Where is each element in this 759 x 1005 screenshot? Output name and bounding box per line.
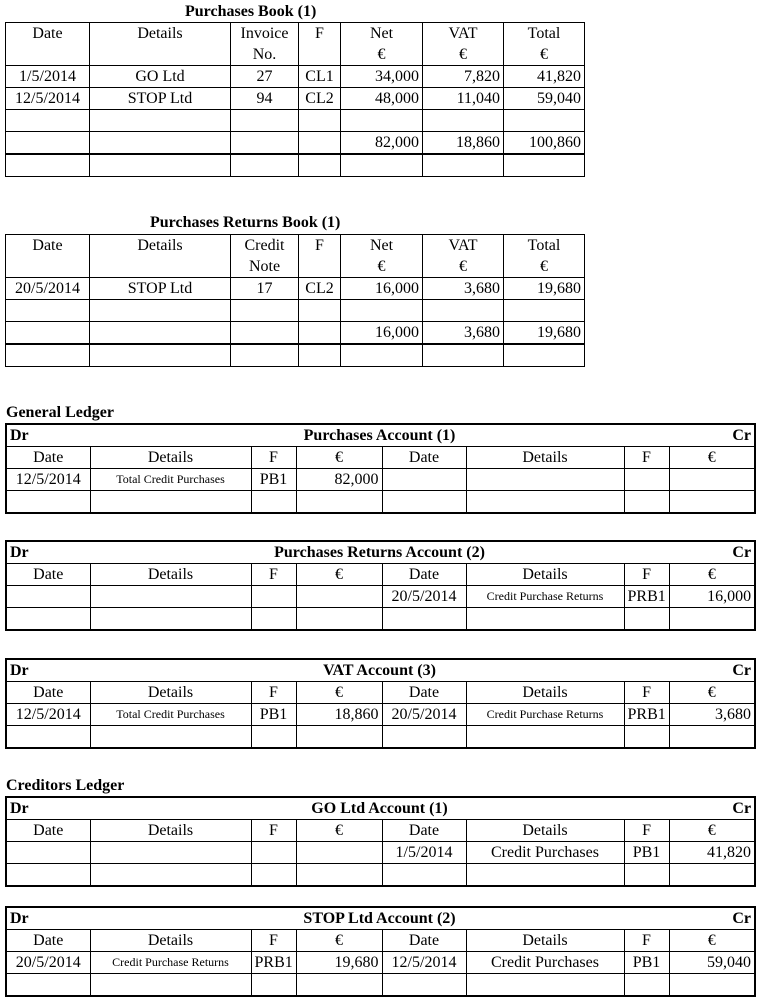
cr-label: Cr bbox=[732, 800, 752, 817]
pb-h2-vat: € bbox=[423, 44, 504, 66]
col-header: € bbox=[296, 564, 382, 586]
cell: 19,680 bbox=[504, 278, 585, 300]
table-row bbox=[6, 88, 585, 110]
col-header: € bbox=[669, 930, 755, 952]
cell: PB1 bbox=[251, 469, 296, 491]
cell: 17 bbox=[231, 278, 299, 300]
cell: 41,820 bbox=[669, 842, 755, 864]
cell: PB1 bbox=[251, 704, 296, 726]
cell bbox=[90, 842, 251, 864]
prb-h-vat: VAT bbox=[423, 235, 504, 257]
purchases-book bbox=[5, 22, 585, 177]
table-row bbox=[6, 842, 755, 864]
cr-label: Cr bbox=[732, 910, 752, 927]
cell: 1/5/2014 bbox=[382, 842, 466, 864]
cell: PB1 bbox=[624, 842, 669, 864]
col-header: Details bbox=[466, 682, 624, 704]
cell: GO Ltd bbox=[90, 66, 231, 88]
cell: Total Credit Purchases bbox=[90, 704, 251, 726]
totals-row bbox=[6, 132, 585, 155]
cell: 11,040 bbox=[423, 88, 504, 110]
cell: CL2 bbox=[299, 278, 341, 300]
col-header: Date bbox=[382, 820, 466, 842]
cell: 12/5/2014 bbox=[382, 952, 466, 974]
dr-label: Dr bbox=[10, 662, 29, 679]
cr-label: Cr bbox=[732, 427, 752, 444]
col-header: Details bbox=[90, 930, 251, 952]
cell: 1/5/2014 bbox=[6, 66, 90, 88]
cell: 12/5/2014 bbox=[6, 704, 90, 726]
cell: 20/5/2014 bbox=[6, 278, 90, 300]
col-header: F bbox=[251, 820, 296, 842]
pb-h2-net: € bbox=[341, 44, 423, 66]
purchases-book-title: Purchases Book (1) bbox=[185, 3, 317, 20]
cr-label: Cr bbox=[732, 544, 752, 561]
col-header: € bbox=[296, 930, 382, 952]
prb-h-net: Net bbox=[341, 235, 423, 257]
col-header: F bbox=[624, 930, 669, 952]
col-header: € bbox=[669, 682, 755, 704]
col-header: Date bbox=[382, 447, 466, 469]
cell: 16,000 bbox=[341, 278, 423, 300]
cell: PRB1 bbox=[624, 586, 669, 608]
col-header: Date bbox=[382, 682, 466, 704]
cell: CL2 bbox=[299, 88, 341, 110]
cr-label: Cr bbox=[732, 662, 752, 679]
account-title: GO Ltd Account (1) bbox=[311, 800, 448, 817]
pb-h-date: Date bbox=[6, 23, 90, 45]
total-vat: 18,860 bbox=[423, 132, 504, 155]
cell: 27 bbox=[231, 66, 299, 88]
col-header: Details bbox=[90, 564, 251, 586]
account-title: Purchases Returns Account (2) bbox=[274, 544, 485, 561]
account-title: Purchases Account (1) bbox=[303, 427, 456, 444]
col-header: Date bbox=[6, 564, 90, 586]
cell: 48,000 bbox=[341, 88, 423, 110]
prb-h-total: Total bbox=[504, 235, 585, 257]
dr-label: Dr bbox=[10, 910, 29, 927]
col-header: Date bbox=[6, 930, 90, 952]
purchases-returns-book bbox=[5, 234, 585, 367]
col-header: € bbox=[296, 682, 382, 704]
cell: Credit Purchase Returns bbox=[466, 586, 624, 608]
cell bbox=[624, 469, 669, 491]
cell: 18,860 bbox=[296, 704, 382, 726]
table-row bbox=[6, 952, 755, 974]
cell bbox=[251, 586, 296, 608]
pb-h-f: F bbox=[299, 23, 341, 45]
col-header: Details bbox=[466, 820, 624, 842]
cell bbox=[296, 842, 382, 864]
cell: 3,680 bbox=[669, 704, 755, 726]
pb-h-total: Total bbox=[504, 23, 585, 45]
cell: Credit Purchases bbox=[466, 952, 624, 974]
col-header: F bbox=[251, 682, 296, 704]
stop-ltd-account bbox=[5, 906, 756, 997]
total-total: 100,860 bbox=[504, 132, 585, 155]
col-header: Date bbox=[382, 930, 466, 952]
cell: CL1 bbox=[299, 66, 341, 88]
cell: Credit Purchases bbox=[466, 842, 624, 864]
table-row bbox=[6, 66, 585, 88]
col-header: Date bbox=[6, 820, 90, 842]
cell bbox=[251, 842, 296, 864]
totals-row bbox=[6, 322, 585, 345]
cell bbox=[382, 469, 466, 491]
table-row bbox=[6, 278, 585, 300]
cell bbox=[466, 469, 624, 491]
creditors-ledger-label: Creditors Ledger bbox=[6, 777, 125, 794]
prb-h-f: F bbox=[299, 235, 341, 257]
total-net: 16,000 bbox=[341, 322, 423, 345]
cell: 12/5/2014 bbox=[6, 469, 90, 491]
account-title: VAT Account (3) bbox=[323, 662, 436, 679]
cell bbox=[6, 586, 90, 608]
col-header: F bbox=[251, 447, 296, 469]
col-header: Details bbox=[90, 682, 251, 704]
total-vat: 3,680 bbox=[423, 322, 504, 345]
pb-h2-total: € bbox=[504, 44, 585, 66]
col-header: € bbox=[296, 820, 382, 842]
col-header: F bbox=[251, 930, 296, 952]
prb-h2-total: € bbox=[504, 256, 585, 278]
prb-h-credit: Credit bbox=[231, 235, 299, 257]
cell: 16,000 bbox=[669, 586, 755, 608]
table-row bbox=[6, 704, 755, 726]
dr-label: Dr bbox=[10, 800, 29, 817]
go-ltd-account bbox=[5, 796, 756, 887]
cell: STOP Ltd bbox=[90, 88, 231, 110]
cell: PRB1 bbox=[251, 952, 296, 974]
cell: 34,000 bbox=[341, 66, 423, 88]
cell bbox=[669, 469, 755, 491]
prb-h2-vat: € bbox=[423, 256, 504, 278]
cell: 7,820 bbox=[423, 66, 504, 88]
prb-h-date: Date bbox=[6, 235, 90, 257]
col-header: F bbox=[624, 564, 669, 586]
cell: PB1 bbox=[624, 952, 669, 974]
purchases-returns-book-title: Purchases Returns Book (1) bbox=[150, 214, 341, 231]
col-header: Details bbox=[90, 447, 251, 469]
prb-h2-note: Note bbox=[231, 256, 299, 278]
table-row bbox=[6, 586, 755, 608]
col-header: Details bbox=[90, 820, 251, 842]
general-ledger-label: General Ledger bbox=[6, 404, 114, 421]
cell: 3,680 bbox=[423, 278, 504, 300]
account-title: STOP Ltd Account (2) bbox=[303, 910, 456, 927]
total-net: 82,000 bbox=[341, 132, 423, 155]
col-header: € bbox=[669, 447, 755, 469]
cell: Credit Purchase Returns bbox=[466, 704, 624, 726]
cell bbox=[6, 842, 90, 864]
col-header: Date bbox=[6, 682, 90, 704]
cell: 20/5/2014 bbox=[382, 586, 466, 608]
cell: STOP Ltd bbox=[90, 278, 231, 300]
col-header: € bbox=[296, 447, 382, 469]
col-header: F bbox=[624, 820, 669, 842]
cell: 59,040 bbox=[669, 952, 755, 974]
col-header: Date bbox=[382, 564, 466, 586]
pb-h-vat: VAT bbox=[423, 23, 504, 45]
cell: 20/5/2014 bbox=[6, 952, 90, 974]
col-header: Details bbox=[466, 564, 624, 586]
col-header: Date bbox=[6, 447, 90, 469]
cell: 19,680 bbox=[296, 952, 382, 974]
cell: 82,000 bbox=[296, 469, 382, 491]
table-row bbox=[6, 469, 755, 491]
dr-label: Dr bbox=[10, 427, 29, 444]
cell: 94 bbox=[231, 88, 299, 110]
pb-h-invoice: Invoice bbox=[231, 23, 299, 45]
dr-label: Dr bbox=[10, 544, 29, 561]
cell: Total Credit Purchases bbox=[90, 469, 251, 491]
prb-h-details: Details bbox=[90, 235, 231, 257]
cell bbox=[296, 586, 382, 608]
col-header: Details bbox=[466, 930, 624, 952]
purchases-returns-account bbox=[5, 540, 756, 631]
pb-h-details: Details bbox=[90, 23, 231, 45]
cell: 12/5/2014 bbox=[6, 88, 90, 110]
cell bbox=[90, 586, 251, 608]
vat-account bbox=[5, 658, 756, 749]
prb-h2-net: € bbox=[341, 256, 423, 278]
col-header: Details bbox=[466, 447, 624, 469]
col-header: F bbox=[624, 682, 669, 704]
col-header: F bbox=[624, 447, 669, 469]
cell: 41,820 bbox=[504, 66, 585, 88]
col-header: € bbox=[669, 820, 755, 842]
cell: PRB1 bbox=[624, 704, 669, 726]
purchases-account bbox=[5, 423, 756, 514]
cell: Credit Purchase Returns bbox=[90, 952, 251, 974]
pb-h-net: Net bbox=[341, 23, 423, 45]
pb-h2-invoice: No. bbox=[231, 44, 299, 66]
cell: 20/5/2014 bbox=[382, 704, 466, 726]
total-total: 19,680 bbox=[504, 322, 585, 345]
col-header: F bbox=[251, 564, 296, 586]
cell: 59,040 bbox=[504, 88, 585, 110]
col-header: € bbox=[669, 564, 755, 586]
